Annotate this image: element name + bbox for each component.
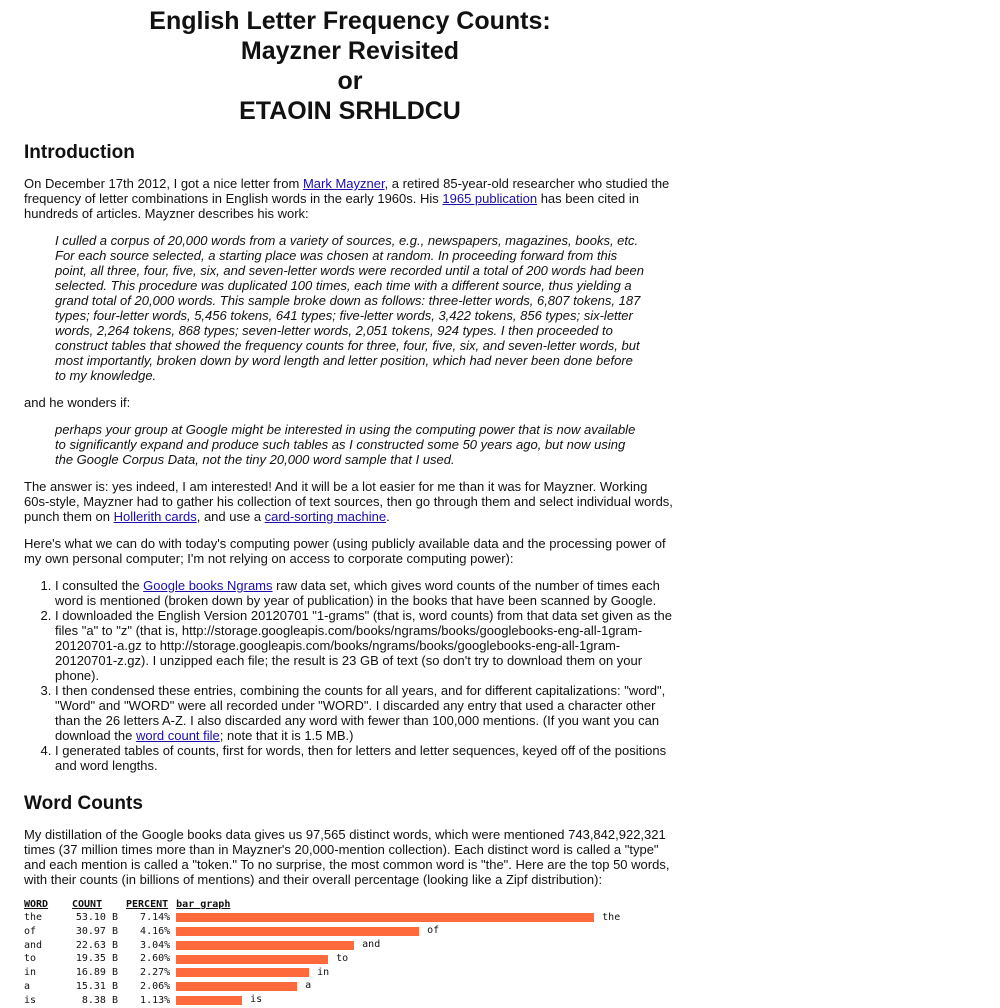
- count-cell: 22.63 B: [75, 939, 118, 951]
- table-row: [24, 994, 620, 1008]
- bar-label: is: [250, 994, 263, 1005]
- intro-paragraph-1: [24, 176, 676, 221]
- table-row: [24, 912, 620, 926]
- step-3-text-2: ; note that it is 1.5 MB.): [219, 728, 354, 743]
- bar: [176, 913, 594, 922]
- count-cell: 19.35 B: [75, 953, 118, 965]
- percent-cell: 3.04%: [140, 939, 171, 951]
- mayzner-quote-1: I culled a corpus of 20,000 words from a variety of sources, e.g., newspapers, magazines, books, etc. For each source selected, a starting place was chosen at random. In proceeding forward from this point, all three, four, five, six, and seven-letter words were recorded until a total of 200 words had been selected. This procedure was duplicated 100 times, each time with a different source, thus yielding a grand total of 20,000 words. This sample broke down as follows: three-letter words, 6,807 tokens, 187 types; four-letter words, 5,456 tokens, 641 types; five-letter words, 3,422 tokens, 856 types; six-letter words, 2,264 tokens, 868 types; seven-letter words, 2,051 tokens, 924 types. I then proceeded to construct tables that showed the frequency counts for three, four, five, six, and seven-letter words, but most importantly, broken down by word length and letter position, which had never been done before to my knowledge.: [55, 233, 644, 383]
- intro-p1-text-3: has been cited in hundreds of articles. Mayzner describes his work:: [24, 191, 639, 221]
- step-3-text-1: I then condensed these entries, combining the counts for all years, and for different capitalizations: "word", "Word" and "WORD" were all recorded under "WORD". I discarded any entry that used a character other than the 26 letters A-Z. I also discarded any word with fewer than 100,000 mentions. (If you want you can download the: [55, 683, 666, 743]
- bar-cell: [176, 953, 620, 967]
- word-counts-heading: Word Counts: [24, 793, 143, 814]
- word-cell: is: [24, 994, 37, 1006]
- hollerith-cards-link[interactable]: Hollerith cards: [113, 509, 197, 524]
- bar-cell: [176, 925, 620, 939]
- intro-p3-text-3: .: [386, 509, 390, 524]
- intro-paragraph-2: and he wonders if:: [24, 395, 131, 410]
- count-cell: 53.10 B: [75, 912, 118, 924]
- title-line-3: or: [337, 67, 363, 95]
- word-cell: the: [24, 912, 43, 924]
- bar: [176, 968, 309, 977]
- table-header-row: [24, 899, 620, 912]
- mark-mayzner-link[interactable]: Mark Mayzner: [302, 176, 385, 191]
- bar-label: in: [317, 966, 330, 978]
- bar-label: a: [305, 980, 312, 992]
- word-count-file-link[interactable]: word count file: [135, 728, 220, 743]
- google-books-ngrams-link[interactable]: Google books Ngrams: [143, 578, 273, 593]
- table-row: [24, 967, 620, 981]
- bar-label: and: [362, 939, 381, 950]
- bar-cell: [176, 912, 620, 926]
- word-cell: in: [24, 967, 37, 979]
- col-header-percent: PERCENT: [126, 899, 169, 910]
- percent-cell: 2.06%: [140, 980, 171, 992]
- intro-paragraph-3: [24, 479, 676, 524]
- col-header-count: COUNT: [72, 899, 103, 910]
- article: [24, 0, 676, 1008]
- table-row: [24, 953, 620, 967]
- mayzner-quote-2: perhaps your group at Google might be interested in using the computing power that is now available to significantly expand and produce such tables as I constructed some 50 years ago, but now using the Google Corpus Data, not the tiny 20,000 word sample that I used.: [55, 422, 636, 467]
- intro-p1-text-1: On December 17th 2012, I got a nice letter from: [24, 176, 303, 191]
- count-cell: 8.38 B: [81, 994, 118, 1006]
- bar-label: to: [336, 952, 349, 964]
- list-item: [55, 683, 676, 743]
- table-row: [24, 925, 620, 939]
- word-count-rows: [24, 912, 620, 1008]
- intro-p3-text-1: The answer is: yes indeed, I am interested! And it will be a lot easier for me than it was for Mayzner. Working 60s-style, Mayzner had to gather his collection of text sources, then go through them and select individual words, punch them on: [24, 479, 673, 524]
- list-item: 2. I downloaded the English Version 20120701 "1-grams" (that is, word counts) from that data set given as the files "a" to "z" (that is, http://storage.googleapis.com/books/ngrams/books/googlebooks-eng-all-1gram-20120701-a.gz to http://storage.googleapis.com/books/ngrams/books/googlebooks-eng-all-1gram-20120701-z.gz). I unzipped each file; the result is 23 GB of text (so don't try to download them on your phone).: [55, 608, 676, 683]
- count-cell: 15.31 B: [75, 980, 118, 992]
- bar: [176, 927, 419, 936]
- introduction-heading: Introduction: [24, 142, 135, 163]
- bar: [176, 941, 354, 950]
- title-line-2: Mayzner Revisited: [240, 37, 460, 65]
- percent-cell: 1.13%: [140, 994, 171, 1006]
- bar: [176, 996, 242, 1005]
- bar: [176, 955, 328, 964]
- word-cell: a: [24, 980, 31, 992]
- percent-cell: 7.14%: [140, 912, 171, 924]
- step-1-text-2: raw data set, which gives word counts of the number of times each word is mentioned (broken down by year of publication) in the books that have been scanned by Google.: [55, 578, 660, 608]
- word-cell: and: [24, 939, 43, 951]
- title-line-4: ETAOIN SRHLDCU: [239, 97, 461, 125]
- percent-cell: 4.16%: [140, 925, 171, 937]
- count-cell: 16.89 B: [75, 967, 118, 979]
- bar-label: the: [602, 911, 621, 923]
- table-row: [24, 980, 620, 994]
- word-cell: of: [24, 925, 37, 937]
- table-row: [24, 939, 620, 953]
- bar-cell: [176, 980, 620, 994]
- intro-p3-text-2: , and use a: [196, 509, 265, 524]
- bar-label: of: [427, 925, 440, 937]
- card-sorting-machine-link[interactable]: card-sorting machine: [264, 509, 387, 524]
- percent-cell: 2.27%: [140, 967, 171, 979]
- bar: [176, 982, 297, 991]
- page-title: [24, 6, 676, 126]
- list-item: 4. I generated tables of counts, first for words, then for letters and letter sequences, keyed off of the positions and word lengths.: [55, 743, 676, 773]
- bar-cell: [176, 967, 620, 981]
- count-cell: 30.97 B: [75, 925, 118, 937]
- step-1-text-1: I consulted the: [55, 578, 144, 593]
- word-count-table: [24, 899, 620, 1008]
- bar-cell: [176, 939, 620, 953]
- intro-paragraph-4: Here's what we can do with today's computing power (using publicly available data and the processing power of my own personal computer; I'm not relying on access to corporate computing power):: [24, 536, 666, 566]
- intro-p1-text-2: , a retired 85-year-old researcher who studied the frequency of letter combinations in English words in the early 1960s. His: [24, 176, 670, 206]
- col-header-word: WORD: [24, 899, 49, 910]
- title-line-1: English Letter Frequency Counts:: [149, 7, 551, 35]
- list-item: [55, 578, 676, 608]
- steps-list: [24, 578, 676, 773]
- publication-1965-link[interactable]: 1965 publication: [442, 191, 538, 206]
- percent-cell: 2.60%: [140, 953, 171, 965]
- word-cell: to: [24, 953, 37, 965]
- col-header-bar-graph: bar graph: [176, 899, 231, 910]
- word-counts-paragraph: My distillation of the Google books data gives us 97,565 distinct words, which were mentioned 743,842,922,321 times (37 million times more than in Mayzner's 20,000-mention collection). Each distinct word is called a "type" and each mention is called a "token." To no surprise, the most common word is "the". Here are the top 50 words, with their counts (in billions of mentions) and their overall percentage (looking like a Zipf distribution):: [24, 827, 670, 887]
- bar-cell: [176, 994, 620, 1008]
